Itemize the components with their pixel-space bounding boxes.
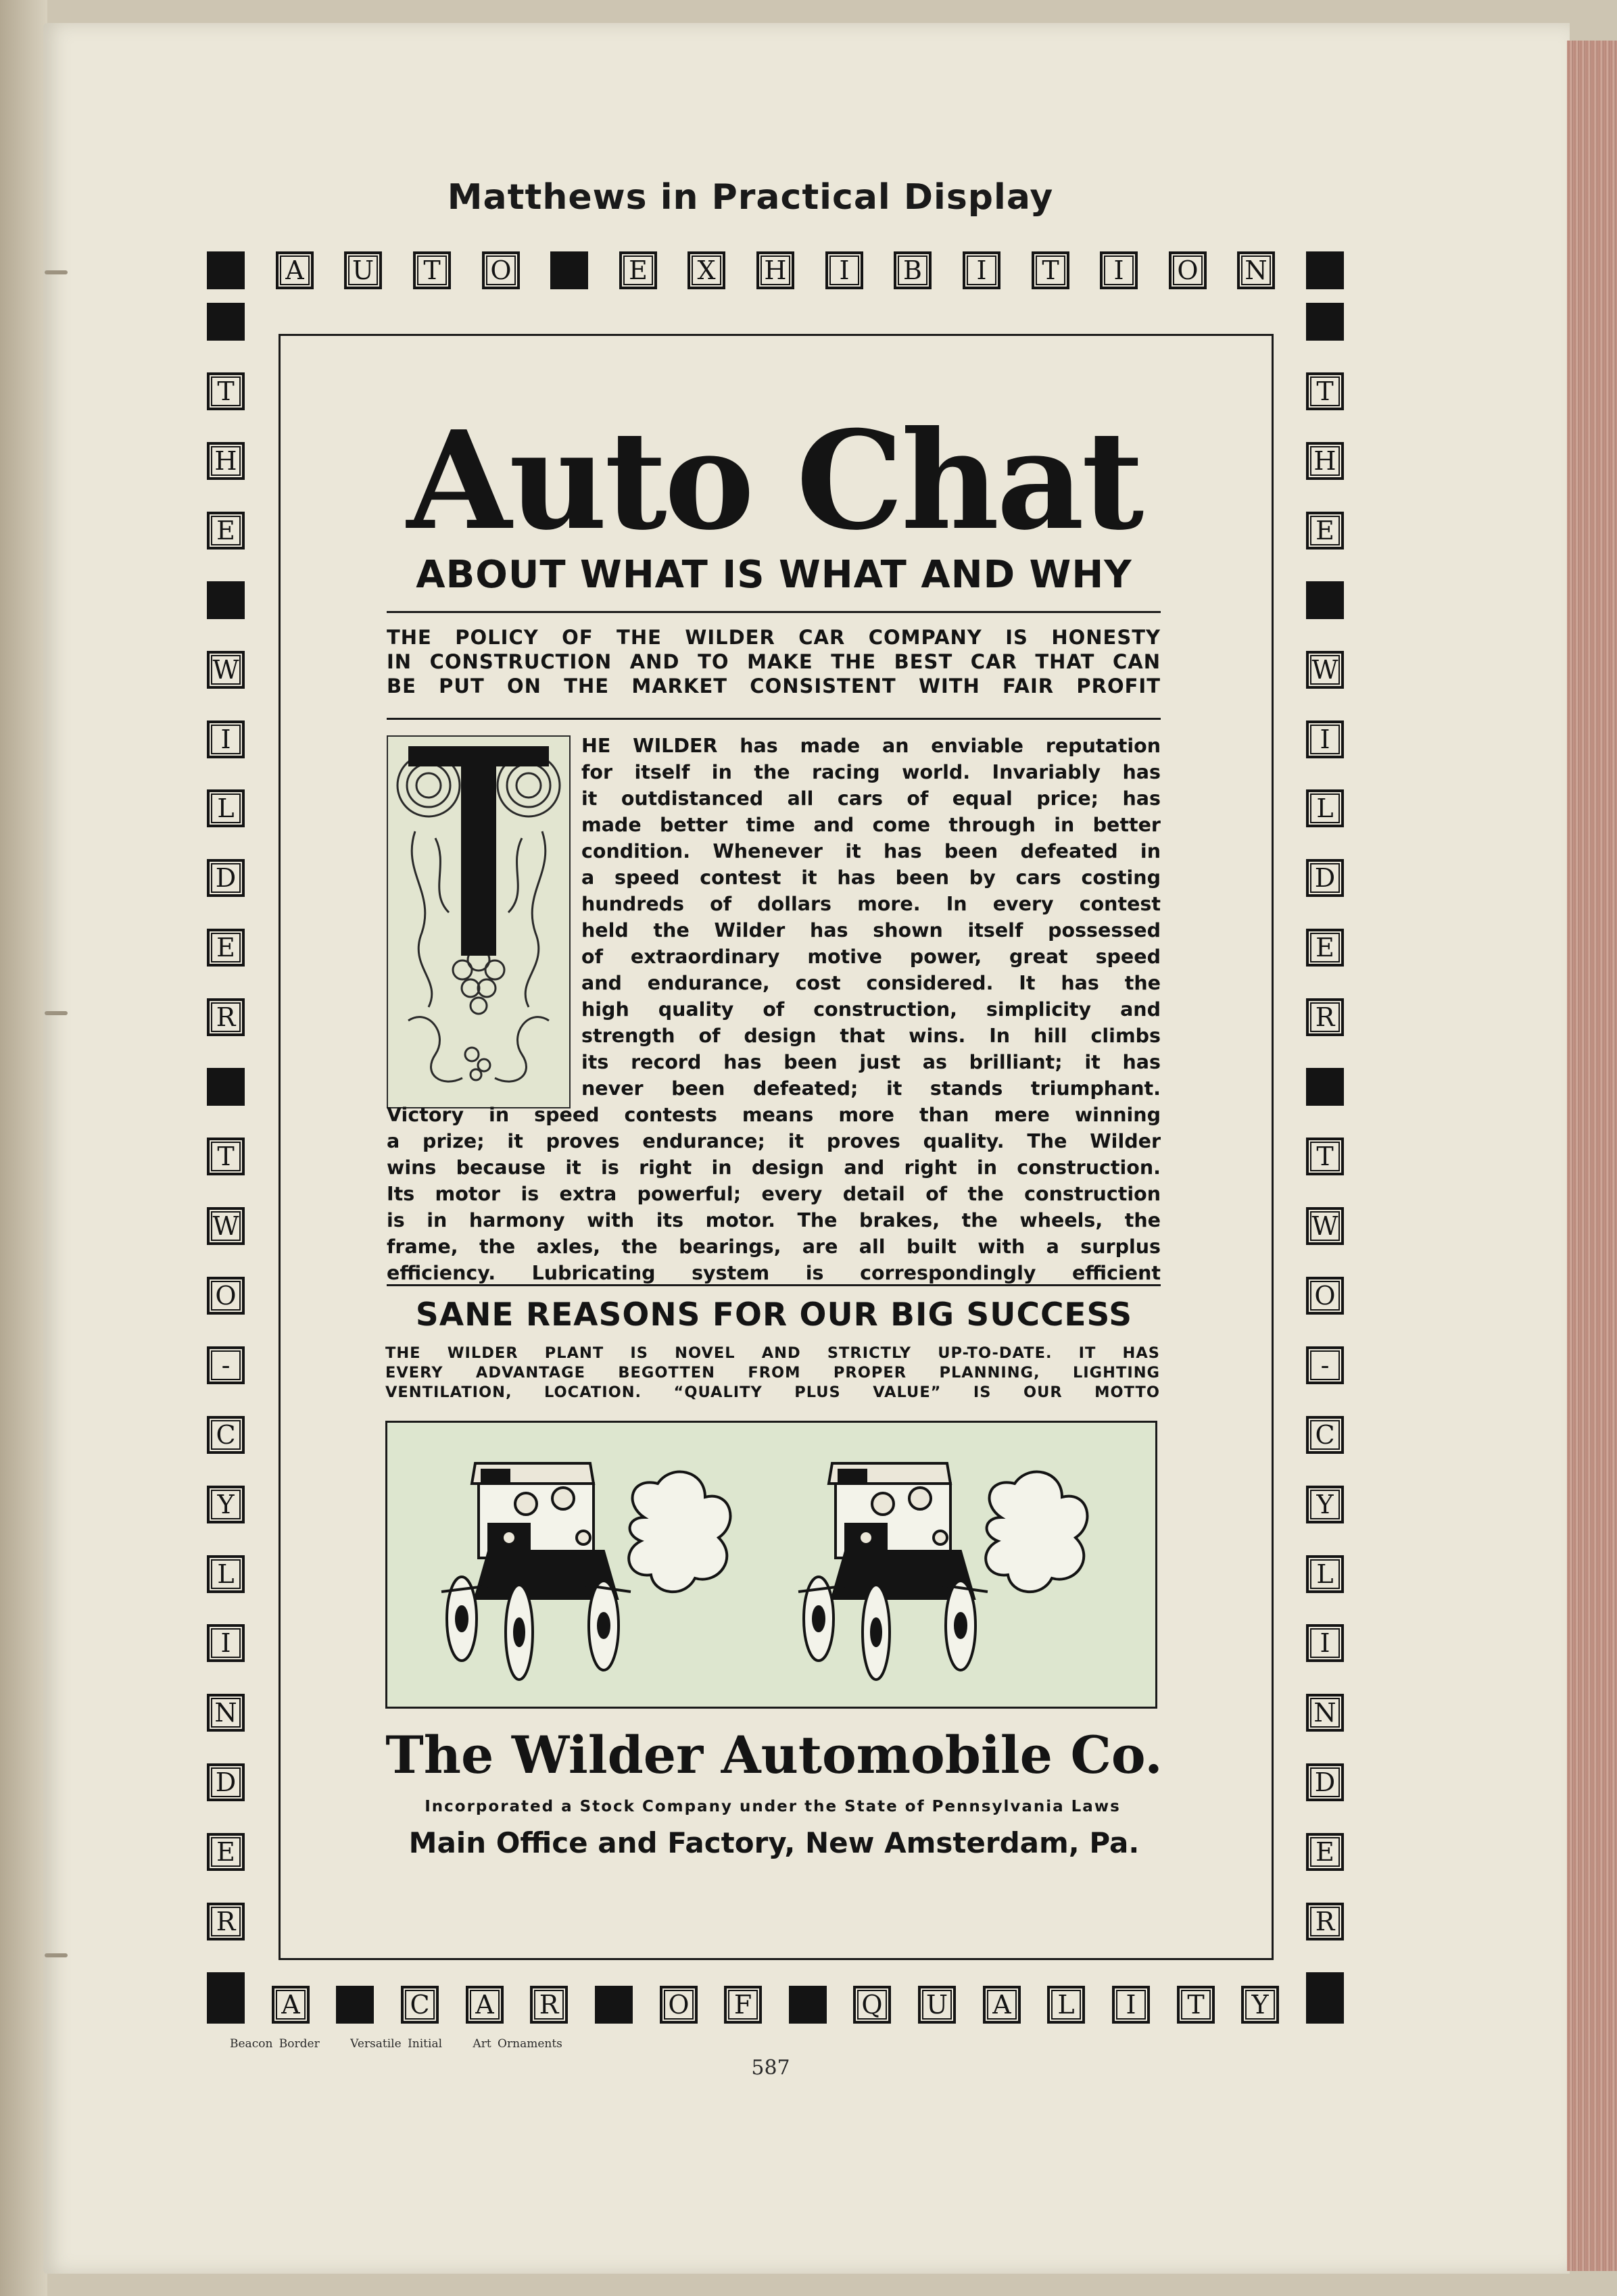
border-right-letter — [1306, 1694, 1344, 1732]
border-letter: L — [1050, 1988, 1082, 2021]
body-line: of extraordinary motive power, great speed — [581, 946, 1161, 968]
body-line: never been defeated; it stands triumphant. — [581, 1077, 1161, 1100]
border-letter: I — [828, 254, 861, 287]
border-letter: W — [1309, 1210, 1341, 1242]
border-left-letter — [207, 1277, 245, 1315]
border-bottom-letter — [1047, 1986, 1085, 2024]
border-bottom-letter — [401, 1986, 439, 2024]
incorporation-note: Incorporated a Stock Company under the State of Pennsylvania Laws — [425, 1798, 1121, 1815]
border-letter: H — [210, 445, 242, 477]
border-square — [1306, 251, 1344, 289]
border-letter: A — [279, 254, 311, 287]
border-top-letter — [1100, 251, 1138, 289]
art-ornaments-illustration — [385, 1421, 1157, 1709]
border-left-letter — [207, 1486, 245, 1523]
border-letter: I — [1115, 1988, 1147, 2021]
binding-edge — [0, 0, 47, 2296]
border-right-letter — [1306, 1555, 1344, 1593]
office-address: Main Office and Factory, New Amsterdam, Pa. — [408, 1826, 1140, 1859]
body-line: hundreds of dollars more. In every contest — [581, 893, 1161, 915]
border-letter: O — [210, 1279, 242, 1312]
border-letter: I — [1103, 254, 1135, 287]
border-letter: I — [210, 723, 242, 756]
border-letter: E — [1309, 514, 1341, 547]
border-letter: U — [921, 1988, 953, 2021]
border-right-letter — [1306, 1486, 1344, 1523]
border-left-letter — [207, 1207, 245, 1245]
border-left-letter — [207, 1624, 245, 1662]
border-bottom-letter — [853, 1986, 891, 2024]
border-letter: Y — [1309, 1488, 1341, 1521]
border-top-letter — [413, 251, 451, 289]
border-square — [207, 1972, 245, 2010]
border-right-letter — [1306, 1624, 1344, 1662]
border-right-letter — [1306, 1277, 1344, 1315]
border-left-letter — [207, 512, 245, 549]
border-letter: N — [1309, 1696, 1341, 1729]
body-line: a prize; it proves endurance; it proves quality. The Wilder — [387, 1130, 1161, 1152]
company-name: The Wilder Automobile Co. — [385, 1725, 1163, 1785]
border-letter: E — [1309, 1836, 1341, 1868]
body-line: HE WILDER has made an enviable reputation — [581, 735, 1161, 757]
divider-rule — [387, 718, 1161, 720]
border-letter: Y — [210, 1488, 242, 1521]
body-line: Its motor is extra powerful; every detail of the construction — [387, 1183, 1161, 1205]
border-left-letter — [207, 1346, 245, 1384]
border-right-letter — [1306, 1346, 1344, 1384]
border-letter: H — [1309, 445, 1341, 477]
body-line: high quality of construction, simplicity and — [581, 998, 1161, 1021]
policy-line: THE POLICY OF THE WILDER CAR COMPANY IS HONESTY — [387, 626, 1161, 649]
border-right-letter — [1306, 512, 1344, 549]
border-right-letter — [1306, 1763, 1344, 1801]
border-bottom-letter — [724, 1986, 762, 2024]
body-line: frame, the axles, the bearings, are all built with a surplus — [387, 1236, 1161, 1258]
border-letter: T — [210, 375, 242, 408]
credit-label: Versatile Initial — [350, 2037, 443, 2051]
border-letter: A — [468, 1988, 501, 2021]
border-right-letter — [1306, 1833, 1344, 1871]
border-bottom-letter — [1177, 1986, 1215, 2024]
border-square — [595, 1986, 633, 2024]
border-letter: Q — [856, 1988, 888, 2021]
border-letter: W — [210, 654, 242, 686]
border-left-letter — [207, 442, 245, 480]
border-right-letter — [1306, 929, 1344, 967]
border-letter: T — [416, 254, 448, 287]
body-line: Victory in speed contests means more than mere winning — [387, 1104, 1161, 1126]
border-square — [207, 1068, 245, 1106]
body-line: held the Wilder has shown itself possessed — [581, 919, 1161, 942]
border-right-letter — [1306, 998, 1344, 1036]
body-line: made better time and come through in better — [581, 814, 1161, 836]
border-right-letter — [1306, 651, 1344, 689]
body-line: for itself in the racing world. Invariably has — [581, 761, 1161, 783]
type-credits — [230, 2037, 703, 2051]
border-letter: E — [1309, 931, 1341, 964]
ad-title: Auto Chat — [406, 401, 1142, 560]
border-letter: D — [1309, 862, 1341, 894]
divider-rule — [387, 1284, 1161, 1286]
border-top-letter — [344, 251, 382, 289]
body-line: is in harmony with its motor. The brakes, the wheels, the — [387, 1209, 1161, 1231]
border-letter: A — [986, 1988, 1018, 2021]
border-letter: R — [210, 1905, 242, 1938]
border-left-letter — [207, 1416, 245, 1454]
border-letter: O — [662, 1988, 695, 2021]
border-left-letter — [207, 651, 245, 689]
policy-line: IN CONSTRUCTION AND TO MAKE THE BEST CAR THAT CAN — [387, 650, 1161, 673]
border-letter: A — [274, 1988, 307, 2021]
versatile-initial-ornament — [387, 735, 571, 1108]
border-right-letter — [1306, 789, 1344, 827]
body-line: condition. Whenever it has been defeated in — [581, 840, 1161, 862]
border-letter: R — [1309, 1905, 1341, 1938]
border-bottom-letter — [1112, 1986, 1150, 2024]
border-letter: O — [1172, 254, 1204, 287]
policy-statement — [387, 625, 1161, 698]
credit-label: Art Ornaments — [473, 2037, 562, 2051]
border-letter: T — [210, 1140, 242, 1173]
body-line: it outdistanced all cars of equal price; has — [581, 787, 1161, 810]
border-top-letter — [963, 251, 1000, 289]
border-left-letter — [207, 859, 245, 897]
border-letter: U — [347, 254, 379, 287]
ornament-vine-icon — [388, 737, 569, 1107]
border-top-letter — [619, 251, 657, 289]
ad-subtitle: ABOUT WHAT IS WHAT AND WHY — [416, 553, 1132, 597]
section-line: THE WILDER PLANT IS NOVEL AND STRICTLY UP-TO-DATE. IT HAS — [385, 1344, 1160, 1362]
page-edges — [1567, 41, 1617, 2271]
border-letter: I — [965, 254, 998, 287]
border-left-letter — [207, 789, 245, 827]
border-letter: E — [622, 254, 654, 287]
svg-text:T: T — [478, 769, 479, 770]
border-right-letter — [1306, 720, 1344, 758]
body-line: efficiency. Lubricating system is correspondingly efficient — [387, 1262, 1161, 1284]
border-bottom-letter — [918, 1986, 956, 2024]
border-square — [1306, 1068, 1344, 1106]
border-letter: C — [1309, 1419, 1341, 1451]
border-right-letter — [1306, 442, 1344, 480]
border-right-letter — [1306, 1138, 1344, 1175]
border-top-letter — [825, 251, 863, 289]
border-letter: C — [404, 1988, 436, 2021]
binding-stitch — [45, 270, 68, 274]
border-top-letter — [894, 251, 932, 289]
border-letter: L — [1309, 792, 1341, 825]
border-left-letter — [207, 1833, 245, 1871]
border-letter: T — [1309, 1140, 1341, 1173]
page-number: 587 — [751, 2056, 790, 2080]
border-left-letter — [207, 1694, 245, 1732]
border-letter: F — [727, 1988, 759, 2021]
border-letter: R — [533, 1988, 565, 2021]
border-letter: E — [210, 514, 242, 547]
border-left-letter — [207, 1138, 245, 1175]
border-square — [789, 1986, 827, 2024]
section-line: EVERY ADVANTAGE BEGOTTEN FROM PROPER PLANNING, LIGHTING — [385, 1364, 1160, 1382]
body-copy-full — [387, 1102, 1161, 1286]
border-top-letter — [1237, 251, 1275, 289]
border-letter: R — [210, 1001, 242, 1033]
border-left-letter — [207, 929, 245, 967]
border-letter: - — [1309, 1349, 1341, 1382]
policy-line: BE PUT ON THE MARKET CONSISTENT WITH FAIR PROFIT — [387, 675, 1161, 698]
border-letter: D — [1309, 1766, 1341, 1799]
border-letter: T — [1180, 1988, 1212, 2021]
border-letter: - — [210, 1349, 242, 1382]
border-left-letter — [207, 998, 245, 1036]
border-right-letter — [1306, 1416, 1344, 1454]
border-left-letter — [207, 720, 245, 758]
border-right-letter — [1306, 1207, 1344, 1245]
body-line: wins because it is right in design and right in construction. — [387, 1156, 1161, 1179]
credit-label: Beacon Border — [230, 2037, 320, 2051]
border-letter: L — [1309, 1558, 1341, 1590]
border-top-letter — [1032, 251, 1069, 289]
border-left-letter — [207, 1763, 245, 1801]
border-left-letter — [207, 1555, 245, 1593]
border-square — [207, 303, 245, 341]
border-letter: W — [1309, 654, 1341, 686]
border-left-letter — [207, 372, 245, 410]
border-letter: N — [210, 1696, 242, 1729]
border-letter: E — [210, 1836, 242, 1868]
border-letter: O — [485, 254, 517, 287]
border-letter: B — [896, 254, 929, 287]
border-letter: W — [210, 1210, 242, 1242]
automobile-illustration — [387, 1423, 1155, 1707]
section-line: VENTILATION, LOCATION. “QUALITY PLUS VALUE” IS OUR MOTTO — [385, 1384, 1160, 1401]
body-line: strength of design that wins. In hill climbs — [581, 1025, 1161, 1047]
body-line: a speed contest it has been by cars costing — [581, 866, 1161, 889]
running-head: Matthews in Practical Display — [447, 177, 1054, 218]
border-right-letter — [1306, 372, 1344, 410]
border-square — [550, 251, 588, 289]
border-square — [336, 1986, 374, 2024]
body-line: its record has been just as brilliant; it has — [581, 1051, 1161, 1073]
border-letter: O — [1309, 1279, 1341, 1312]
border-letter: Y — [1244, 1988, 1276, 2021]
border-bottom-letter — [272, 1986, 310, 2024]
border-square — [207, 581, 245, 619]
border-square — [1306, 581, 1344, 619]
border-letter: D — [210, 862, 242, 894]
border-letter: N — [1240, 254, 1272, 287]
body-line: and endurance, cost considered. It has the — [581, 972, 1161, 994]
border-letter: L — [210, 792, 242, 825]
border-bottom-letter — [530, 1986, 568, 2024]
border-top-letter — [276, 251, 314, 289]
section-heading: SANE REASONS FOR OUR BIG SUCCESS — [415, 1296, 1133, 1334]
border-letter: H — [759, 254, 792, 287]
border-top-letter — [687, 251, 725, 289]
binding-stitch — [45, 1953, 68, 1957]
divider-rule — [387, 611, 1161, 613]
border-letter: X — [690, 254, 723, 287]
section-text — [385, 1344, 1160, 1402]
border-letter: I — [210, 1627, 242, 1659]
border-letter: I — [1309, 1627, 1341, 1659]
border-right-letter — [1306, 859, 1344, 897]
border-letter: R — [1309, 1001, 1341, 1033]
border-right-letter — [1306, 1903, 1344, 1940]
border-top-letter — [756, 251, 794, 289]
border-letter: T — [1034, 254, 1067, 287]
border-left-letter — [207, 1903, 245, 1940]
border-bottom-letter — [1241, 1986, 1279, 2024]
border-top-letter — [482, 251, 520, 289]
border-square — [207, 251, 245, 289]
border-bottom-letter — [983, 1986, 1021, 2024]
border-letter: C — [210, 1419, 242, 1451]
border-bottom-letter — [466, 1986, 504, 2024]
border-bottom-letter — [660, 1986, 698, 2024]
border-top-letter — [1169, 251, 1207, 289]
border-letter: D — [210, 1766, 242, 1799]
border-letter: T — [1309, 375, 1341, 408]
binding-stitch — [45, 1011, 68, 1015]
border-letter: L — [210, 1558, 242, 1590]
border-letter: E — [210, 931, 242, 964]
border-letter: I — [1309, 723, 1341, 756]
body-copy-wrapped — [581, 733, 1161, 1102]
border-square — [1306, 303, 1344, 341]
border-square — [1306, 1972, 1344, 2010]
